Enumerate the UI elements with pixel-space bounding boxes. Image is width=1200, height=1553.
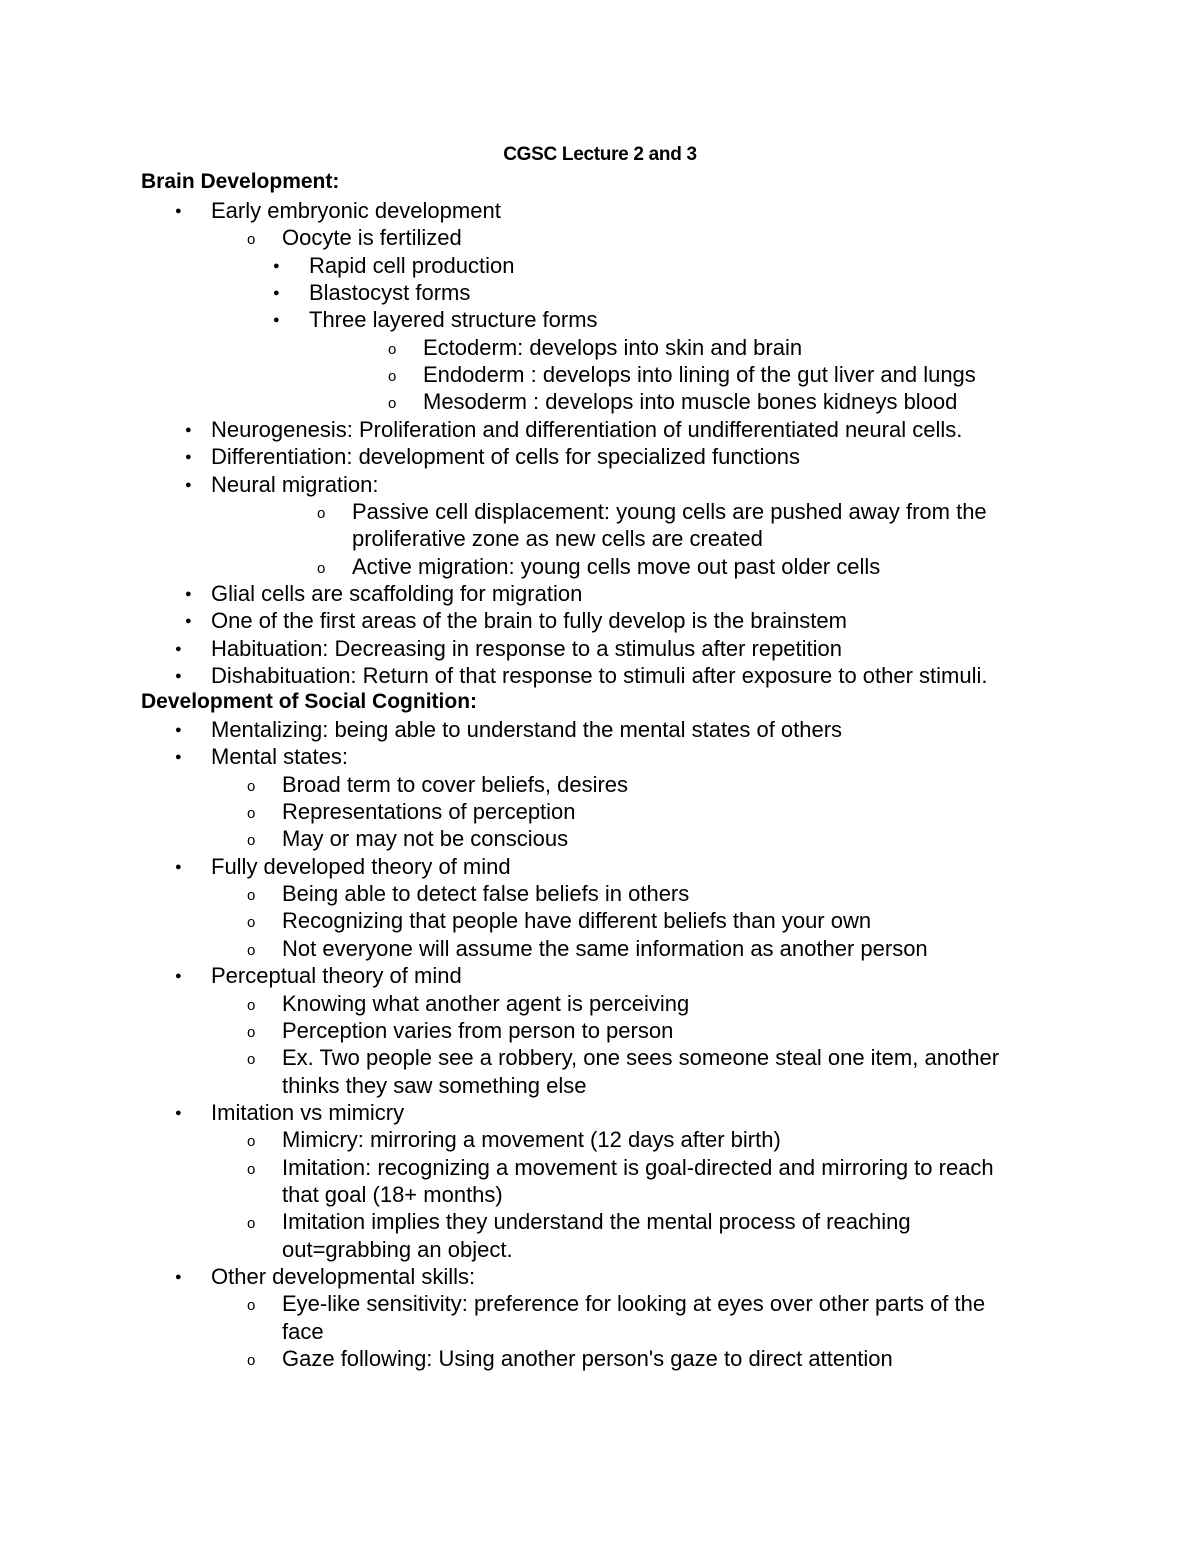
bullet-circle-icon: o bbox=[247, 832, 256, 850]
bullet-circle-icon: o bbox=[317, 559, 326, 577]
bullet-circle-icon: o bbox=[317, 504, 326, 522]
bullet-circle-icon: o bbox=[247, 777, 256, 795]
list-item: Endoderm : develops into lining of the gut liver and lungs bbox=[423, 362, 976, 388]
bullet-dot-icon: ● bbox=[185, 451, 192, 464]
section-heading: Brain Development: bbox=[141, 170, 340, 193]
list-item: Being able to detect false beliefs in others bbox=[282, 881, 690, 907]
list-item: Differentiation: development of cells for specialized functions bbox=[211, 444, 801, 470]
list-item: proliferative zone as new cells are created bbox=[352, 526, 763, 552]
list-item: Mental states: bbox=[211, 744, 348, 770]
bullet-dot-icon: ● bbox=[185, 423, 192, 436]
bullet-dot-icon: ● bbox=[175, 1271, 182, 1283]
bullet-circle-icon: o bbox=[247, 996, 256, 1014]
list-item: Blastocyst forms bbox=[309, 280, 471, 306]
list-item: Mesoderm : develops into muscle bones kidneys blood bbox=[423, 389, 958, 415]
bullet-dot-icon: ● bbox=[175, 970, 182, 983]
bullet-circle-icon: o bbox=[247, 914, 256, 932]
list-item: Mimicry: mirroring a movement (12 days after birth) bbox=[282, 1127, 781, 1153]
list-item: Representations of perception bbox=[282, 799, 576, 825]
bullet-dot-icon: ● bbox=[175, 642, 182, 655]
list-item: Perception varies from person to person bbox=[282, 1017, 674, 1043]
list-item: Imitation implies they understand the mental process of reaching bbox=[282, 1209, 911, 1235]
bullet-dot-icon: ● bbox=[273, 314, 280, 327]
list-item: Active migration: young cells move out past older cells bbox=[352, 553, 881, 579]
list-item: Glial cells are scaffolding for migration bbox=[211, 580, 583, 606]
list-item: thinks they saw something else bbox=[282, 1072, 587, 1098]
list-item: Imitation vs mimicry bbox=[211, 1099, 405, 1125]
list-item: Passive cell displacement: young cells are pushed away from the bbox=[352, 498, 987, 524]
list-item: Recognizing that people have different beliefs than your own bbox=[282, 908, 872, 934]
bullet-circle-icon: o bbox=[247, 1133, 256, 1151]
bullet-circle-icon: o bbox=[247, 1023, 256, 1041]
bullet-dot-icon: ● bbox=[273, 259, 280, 272]
list-item: Broad term to cover beliefs, desires bbox=[282, 771, 629, 797]
bullet-circle-icon: o bbox=[247, 1051, 256, 1069]
bullet-circle-icon: o bbox=[247, 1297, 256, 1315]
bullet-circle-icon: o bbox=[247, 1215, 256, 1233]
section-heading: Development of Social Cognition: bbox=[141, 690, 478, 713]
bullet-dot-icon: ● bbox=[185, 587, 192, 600]
list-item: Eye-like sensitivity: preference for looking at eyes over other parts of the bbox=[282, 1291, 986, 1317]
bullet-dot-icon: ● bbox=[185, 615, 192, 628]
list-item: Other developmental skills: bbox=[211, 1264, 476, 1289]
bullet-dot-icon: ● bbox=[273, 287, 280, 300]
bullet-circle-icon: o bbox=[247, 1352, 256, 1370]
bullet-circle-icon: o bbox=[247, 941, 256, 959]
list-item: Dishabituation: Return of that response to stimuli after exposure to other stimuli. bbox=[211, 662, 988, 688]
list-item: Mentalizing: being able to understand the mental states of others bbox=[211, 717, 843, 742]
list-item: out=grabbing an object. bbox=[282, 1236, 513, 1262]
bullet-circle-icon: o bbox=[388, 368, 397, 386]
list-item: Fully developed theory of mind bbox=[211, 853, 511, 879]
list-item: May or may not be conscious bbox=[282, 826, 569, 852]
bullet-circle-icon: o bbox=[247, 805, 256, 823]
bullet-circle-icon: o bbox=[247, 887, 256, 905]
bullet-dot-icon: ● bbox=[185, 478, 192, 491]
bullet-dot-icon: ● bbox=[175, 669, 182, 682]
list-item: Early embryonic development bbox=[211, 198, 501, 223]
bullet-circle-icon: o bbox=[247, 1160, 256, 1178]
bullet-dot-icon: ● bbox=[175, 751, 182, 764]
bullet-circle-icon: o bbox=[388, 395, 397, 413]
list-item: Perceptual theory of mind bbox=[211, 963, 462, 989]
page-title: CGSC Lecture 2 and 3 bbox=[503, 144, 697, 165]
list-item: Gaze following: Using another person's gaze to direct attention bbox=[282, 1346, 893, 1372]
bullet-dot-icon: ● bbox=[175, 1106, 182, 1119]
list-item: Ectoderm: develops into skin and brain bbox=[423, 334, 803, 360]
bullet-dot-icon: ● bbox=[175, 724, 182, 736]
list-item: Three layered structure forms bbox=[309, 307, 598, 333]
bullet-dot-icon: ● bbox=[175, 205, 182, 217]
list-item: Knowing what another agent is perceiving bbox=[282, 990, 690, 1016]
list-item: Neurogenesis: Proliferation and differentiation of undifferentiated neural cells. bbox=[211, 416, 963, 442]
list-item: face bbox=[282, 1318, 324, 1344]
list-item: Neural migration: bbox=[211, 471, 379, 497]
list-item: Oocyte is fertilized bbox=[282, 225, 462, 251]
bullet-circle-icon: o bbox=[388, 340, 397, 358]
list-item: Ex. Two people see a robbery, one sees someone steal one item, another bbox=[282, 1045, 1000, 1071]
list-item: Imitation: recognizing a movement is goal-directed and mirroring to reach bbox=[282, 1154, 994, 1180]
bullet-dot-icon: ● bbox=[175, 860, 182, 873]
list-item: Rapid cell production bbox=[309, 252, 515, 278]
list-item: Habituation: Decreasing in response to a stimulus after repetition bbox=[211, 635, 843, 661]
list-item: One of the first areas of the brain to fully develop is the brainstem bbox=[211, 608, 847, 634]
list-item: that goal (18+ months) bbox=[282, 1181, 503, 1207]
list-item: Not everyone will assume the same information as another person bbox=[282, 935, 928, 961]
bullet-circle-icon: o bbox=[247, 231, 256, 249]
